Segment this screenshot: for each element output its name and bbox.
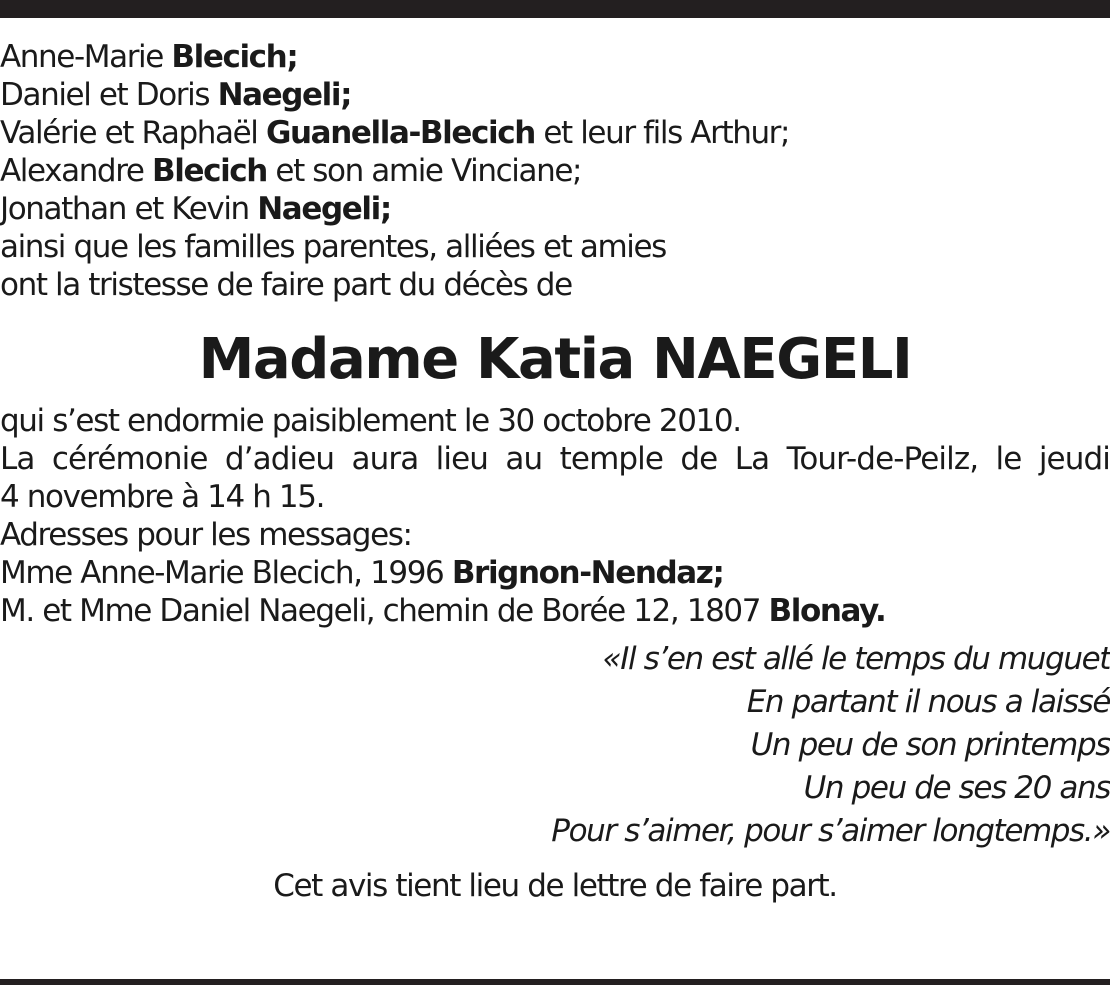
ceremony-word: jeudi — [1038, 441, 1110, 477]
ceremony-continuation-line: 4 novembre à 14 h 15. — [0, 479, 325, 515]
address-line-2: M. et Mme Daniel Naegeli, chemin de Borée 12, 1807 Blonay. — [0, 593, 886, 629]
intro-line-2: ont la tristesse de faire part du décès de — [0, 267, 572, 303]
deceased-name: Madame Katia NAEGELI — [198, 327, 912, 392]
poem-line: Un peu de son printemps — [750, 727, 1110, 763]
ceremony-word: cérémonie — [51, 441, 208, 477]
obituary-notice — [0, 38, 1110, 909]
bottom-rule — [0, 979, 1110, 985]
ceremony-word: La — [0, 441, 35, 477]
ceremony-word: d’adieu — [224, 441, 335, 477]
family-line-1: Anne-Marie Blecich; — [0, 39, 298, 75]
family-line-4: Alexandre Blecich et son amie Vinciane; — [0, 153, 582, 189]
ceremony-word: La — [734, 441, 770, 477]
ceremony-word: lieu — [435, 441, 489, 477]
family-line-2: Daniel et Doris Naegeli; — [0, 77, 352, 113]
ceremony-line — [0, 440, 1110, 478]
poem — [0, 638, 1110, 853]
top-rule — [0, 0, 1110, 18]
passing-date-line: qui s’est endormie paisiblement le 30 octobre 2010. — [0, 403, 741, 439]
address-line-1: Mme Anne-Marie Blecich, 1996 Brignon-Nendaz; — [0, 555, 724, 591]
poem-line: «Il s’en est allé le temps du muguet — [602, 641, 1110, 677]
ceremony-word: Tour-de-Peilz, — [786, 441, 979, 477]
ceremony-word: temple — [559, 441, 664, 477]
addresses-label: Adresses pour les messages: — [0, 517, 412, 553]
ceremony-word: aura — [351, 441, 419, 477]
intro-line-1: ainsi que les familles parentes, alliées et amies — [0, 229, 666, 265]
closing-note: Cet avis tient lieu de lettre de faire part. — [273, 868, 837, 904]
family-line-5: Jonathan et Kevin Naegeli; — [0, 191, 391, 227]
family-line-3: Valérie et Raphaël Guanella-Blecich et leur fils Arthur; — [0, 115, 790, 151]
ceremony-word: au — [505, 441, 543, 477]
poem-line: Pour s’aimer, pour s’aimer longtemps.» — [551, 813, 1110, 849]
poem-line: En partant il nous a laissé — [746, 684, 1110, 720]
poem-line: Un peu de ses 20 ans — [803, 770, 1110, 806]
ceremony-word: de — [680, 441, 718, 477]
ceremony-word: le — [995, 441, 1022, 477]
